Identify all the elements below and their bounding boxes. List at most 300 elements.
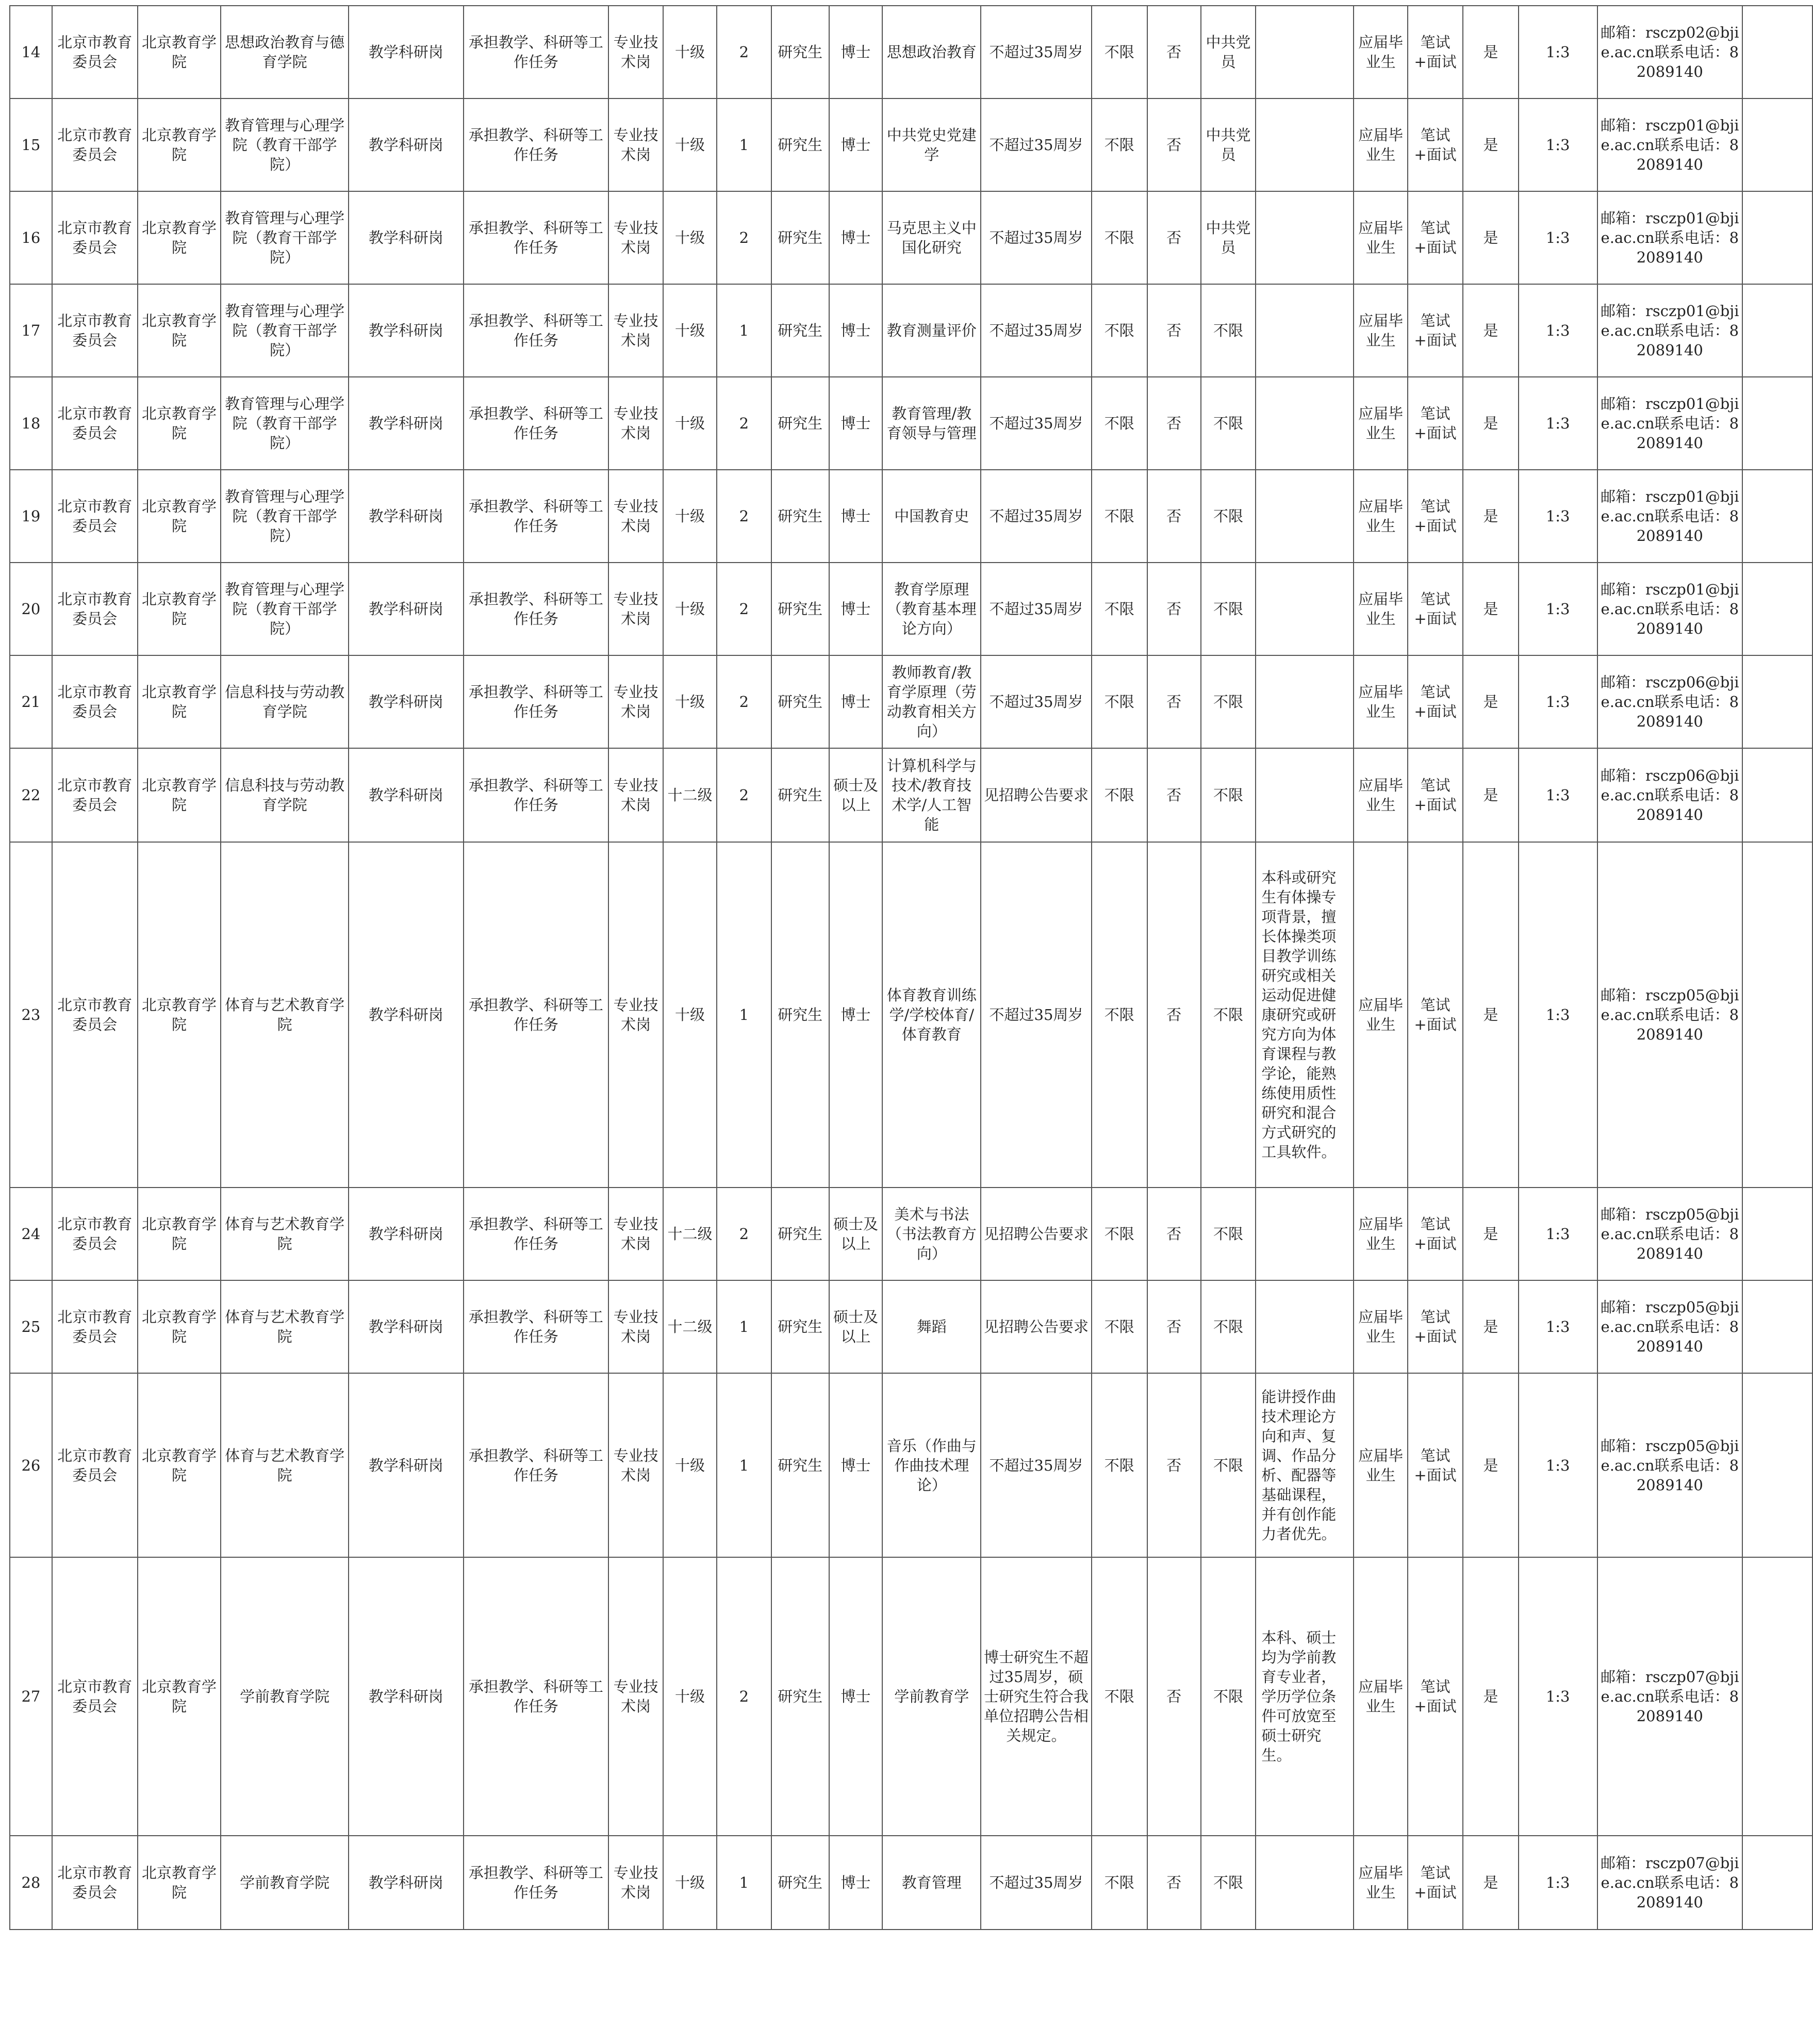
headcount-cell: 2	[717, 377, 771, 470]
other-requirements-cell	[1256, 284, 1354, 377]
experience-cell: 否	[1147, 191, 1201, 284]
separate-exam-cell: 是	[1463, 191, 1519, 284]
employer-cell: 北京教育学院	[138, 1188, 221, 1280]
remark-cell	[1742, 284, 1812, 377]
post-category-cell: 专业技术岗	[608, 655, 663, 748]
headcount-cell: 2	[717, 748, 771, 842]
education-cell: 研究生	[771, 748, 829, 842]
post-duty-cell: 承担教学、科研等工作任务	[464, 377, 609, 470]
major-cell: 体育教育训练学/学校体育/体育教育	[882, 842, 981, 1188]
post-duty-cell: 承担教学、科研等工作任务	[464, 6, 609, 98]
employer-cell: 北京教育学院	[138, 1557, 221, 1836]
row-number: 14	[10, 6, 52, 98]
remark-cell	[1742, 1373, 1812, 1557]
post-name-cell: 教学科研岗	[349, 563, 464, 655]
headcount-cell: 2	[717, 655, 771, 748]
post-name-cell: 教学科研岗	[349, 1280, 464, 1373]
headcount-cell: 2	[717, 470, 771, 563]
title-requirement-cell: 不限	[1092, 748, 1147, 842]
row-number: 21	[10, 655, 52, 748]
post-level-cell: 十级	[663, 284, 717, 377]
exam-method-cell: 笔试+面试	[1408, 191, 1463, 284]
degree-cell: 博士	[829, 377, 883, 470]
competent-department-cell: 北京市教育委员会	[52, 1188, 138, 1280]
title-requirement-cell: 不限	[1092, 98, 1147, 191]
row-number: 16	[10, 191, 52, 284]
post-category-cell: 专业技术岗	[608, 842, 663, 1188]
exam-method-cell: 笔试+面试	[1408, 748, 1463, 842]
political-status-cell: 不限	[1201, 842, 1256, 1188]
experience-cell: 否	[1147, 1373, 1201, 1557]
remark-cell	[1742, 1280, 1812, 1373]
major-cell: 教育管理	[882, 1836, 981, 1930]
education-cell: 研究生	[771, 1557, 829, 1836]
education-cell: 研究生	[771, 284, 829, 377]
major-cell: 舞蹈	[882, 1280, 981, 1373]
political-status-cell: 不限	[1201, 1836, 1256, 1930]
contact-cell: 邮箱：rsczp05@bjie.ac.cn联系电话：82089140	[1597, 1280, 1743, 1373]
row-number: 19	[10, 470, 52, 563]
degree-cell: 博士	[829, 1836, 883, 1930]
degree-cell: 博士	[829, 6, 883, 98]
table-row	[10, 6, 1812, 98]
experience-cell: 否	[1147, 470, 1201, 563]
education-cell: 研究生	[771, 6, 829, 98]
political-status-cell: 不限	[1201, 1188, 1256, 1280]
post-duty-cell: 承担教学、科研等工作任务	[464, 563, 609, 655]
remark-cell	[1742, 842, 1812, 1188]
college-cell: 思想政治教育与德育学院	[221, 6, 349, 98]
contact-cell: 邮箱：rsczp05@bjie.ac.cn联系电话：82089140	[1597, 1188, 1743, 1280]
major-cell: 马克思主义中国化研究	[882, 191, 981, 284]
age-requirement-cell: 不超过35周岁	[981, 1836, 1092, 1930]
other-requirements-cell	[1256, 655, 1354, 748]
experience-cell: 否	[1147, 1557, 1201, 1836]
title-requirement-cell: 不限	[1092, 563, 1147, 655]
contact-cell: 邮箱：rsczp07@bjie.ac.cn联系电话：82089140	[1597, 1557, 1743, 1836]
post-duty-cell: 承担教学、科研等工作任务	[464, 748, 609, 842]
other-requirements-cell	[1256, 470, 1354, 563]
post-category-cell: 专业技术岗	[608, 1373, 663, 1557]
title-requirement-cell: 不限	[1092, 377, 1147, 470]
education-cell: 研究生	[771, 98, 829, 191]
experience-cell: 否	[1147, 1280, 1201, 1373]
major-cell: 教育测量评价	[882, 284, 981, 377]
separate-exam-cell: 是	[1463, 1280, 1519, 1373]
education-cell: 研究生	[771, 655, 829, 748]
applicant-source-cell: 应届毕业生	[1354, 1836, 1408, 1930]
remark-cell	[1742, 1557, 1812, 1836]
remark-cell	[1742, 655, 1812, 748]
political-status-cell: 不限	[1201, 1280, 1256, 1373]
table-row	[10, 563, 1812, 655]
post-name-cell: 教学科研岗	[349, 6, 464, 98]
education-cell: 研究生	[771, 377, 829, 470]
ratio-cell: 1:3	[1519, 377, 1597, 470]
contact-cell: 邮箱：rsczp01@bjie.ac.cn联系电话：82089140	[1597, 98, 1743, 191]
contact-cell: 邮箱：rsczp01@bjie.ac.cn联系电话：82089140	[1597, 470, 1743, 563]
headcount-cell: 1	[717, 1373, 771, 1557]
college-cell: 教育管理与心理学院（教育干部学院）	[221, 563, 349, 655]
separate-exam-cell: 是	[1463, 1557, 1519, 1836]
major-cell: 中国教育史	[882, 470, 981, 563]
contact-cell: 邮箱：rsczp05@bjie.ac.cn联系电话：82089140	[1597, 842, 1743, 1188]
major-cell: 中共党史党建学	[882, 98, 981, 191]
separate-exam-cell: 是	[1463, 655, 1519, 748]
applicant-source-cell: 应届毕业生	[1354, 191, 1408, 284]
ratio-cell: 1:3	[1519, 191, 1597, 284]
college-cell: 教育管理与心理学院（教育干部学院）	[221, 377, 349, 470]
recruitment-table	[9, 5, 1813, 1930]
degree-cell: 博士	[829, 563, 883, 655]
competent-department-cell: 北京市教育委员会	[52, 1557, 138, 1836]
age-requirement-cell: 不超过35周岁	[981, 191, 1092, 284]
ratio-cell: 1:3	[1519, 655, 1597, 748]
remark-cell	[1742, 191, 1812, 284]
applicant-source-cell: 应届毕业生	[1354, 1280, 1408, 1373]
table-row	[10, 470, 1812, 563]
education-cell: 研究生	[771, 563, 829, 655]
post-category-cell: 专业技术岗	[608, 748, 663, 842]
political-status-cell: 不限	[1201, 655, 1256, 748]
major-cell: 计算机科学与技术/教育技术学/人工智能	[882, 748, 981, 842]
other-requirements-cell	[1256, 191, 1354, 284]
ratio-cell: 1:3	[1519, 748, 1597, 842]
row-number: 15	[10, 98, 52, 191]
degree-cell: 硕士及以上	[829, 1280, 883, 1373]
separate-exam-cell: 是	[1463, 1188, 1519, 1280]
degree-cell: 博士	[829, 842, 883, 1188]
post-category-cell: 专业技术岗	[608, 377, 663, 470]
exam-method-cell: 笔试+面试	[1408, 284, 1463, 377]
post-name-cell: 教学科研岗	[349, 1836, 464, 1930]
political-status-cell: 不限	[1201, 284, 1256, 377]
table-row	[10, 655, 1812, 748]
post-category-cell: 专业技术岗	[608, 1188, 663, 1280]
post-category-cell: 专业技术岗	[608, 1557, 663, 1836]
headcount-cell: 2	[717, 1188, 771, 1280]
other-requirements-cell: 本科或研究生有体操专项背景，擅长体操类项目教学训练研究或相关运动促进健康研究或研究方向为体育课程与教学论，能熟练使用质性研究和混合方式研究的工具软件。	[1256, 842, 1354, 1188]
other-requirements-cell	[1256, 98, 1354, 191]
degree-cell: 硕士及以上	[829, 1188, 883, 1280]
college-cell: 体育与艺术教育学院	[221, 1280, 349, 1373]
other-requirements-cell	[1256, 563, 1354, 655]
separate-exam-cell: 是	[1463, 1373, 1519, 1557]
post-level-cell: 十级	[663, 1836, 717, 1930]
title-requirement-cell: 不限	[1092, 1557, 1147, 1836]
other-requirements-cell: 本科、硕士均为学前教育专业者，学历学位条件可放宽至硕士研究生。	[1256, 1557, 1354, 1836]
remark-cell	[1742, 563, 1812, 655]
post-category-cell: 专业技术岗	[608, 191, 663, 284]
ratio-cell: 1:3	[1519, 1188, 1597, 1280]
experience-cell: 否	[1147, 1836, 1201, 1930]
exam-method-cell: 笔试+面试	[1408, 1188, 1463, 1280]
post-name-cell: 教学科研岗	[349, 1373, 464, 1557]
applicant-source-cell: 应届毕业生	[1354, 563, 1408, 655]
political-status-cell: 不限	[1201, 748, 1256, 842]
competent-department-cell: 北京市教育委员会	[52, 470, 138, 563]
post-level-cell: 十级	[663, 1557, 717, 1836]
separate-exam-cell: 是	[1463, 1836, 1519, 1930]
ratio-cell: 1:3	[1519, 1836, 1597, 1930]
political-status-cell: 不限	[1201, 377, 1256, 470]
ratio-cell: 1:3	[1519, 1557, 1597, 1836]
other-requirements-cell	[1256, 1188, 1354, 1280]
applicant-source-cell: 应届毕业生	[1354, 655, 1408, 748]
political-status-cell: 中共党员	[1201, 6, 1256, 98]
post-name-cell: 教学科研岗	[349, 1557, 464, 1836]
age-requirement-cell: 不超过35周岁	[981, 98, 1092, 191]
remark-cell	[1742, 6, 1812, 98]
applicant-source-cell: 应届毕业生	[1354, 470, 1408, 563]
major-cell: 教育管理/教育领导与管理	[882, 377, 981, 470]
post-category-cell: 专业技术岗	[608, 1836, 663, 1930]
row-number: 20	[10, 563, 52, 655]
post-duty-cell: 承担教学、科研等工作任务	[464, 1280, 609, 1373]
contact-cell: 邮箱：rsczp01@bjie.ac.cn联系电话：82089140	[1597, 284, 1743, 377]
political-status-cell: 不限	[1201, 563, 1256, 655]
headcount-cell: 1	[717, 98, 771, 191]
experience-cell: 否	[1147, 842, 1201, 1188]
ratio-cell: 1:3	[1519, 98, 1597, 191]
applicant-source-cell: 应届毕业生	[1354, 748, 1408, 842]
post-level-cell: 十二级	[663, 1280, 717, 1373]
row-number: 22	[10, 748, 52, 842]
contact-cell: 邮箱：rsczp07@bjie.ac.cn联系电话：82089140	[1597, 1836, 1743, 1930]
post-name-cell: 教学科研岗	[349, 98, 464, 191]
age-requirement-cell: 不超过35周岁	[981, 1373, 1092, 1557]
post-level-cell: 十级	[663, 98, 717, 191]
row-number: 23	[10, 842, 52, 1188]
post-duty-cell: 承担教学、科研等工作任务	[464, 98, 609, 191]
college-cell: 学前教育学院	[221, 1557, 349, 1836]
post-level-cell: 十级	[663, 1373, 717, 1557]
age-requirement-cell: 博士研究生不超过35周岁，硕士研究生符合我单位招聘公告相关规定。	[981, 1557, 1092, 1836]
education-cell: 研究生	[771, 1280, 829, 1373]
post-name-cell: 教学科研岗	[349, 1188, 464, 1280]
row-number: 25	[10, 1280, 52, 1373]
competent-department-cell: 北京市教育委员会	[52, 377, 138, 470]
college-cell: 信息科技与劳动教育学院	[221, 748, 349, 842]
applicant-source-cell: 应届毕业生	[1354, 98, 1408, 191]
remark-cell	[1742, 470, 1812, 563]
employer-cell: 北京教育学院	[138, 1836, 221, 1930]
ratio-cell: 1:3	[1519, 284, 1597, 377]
major-cell: 美术与书法（书法教育方向）	[882, 1188, 981, 1280]
experience-cell: 否	[1147, 1188, 1201, 1280]
row-number: 18	[10, 377, 52, 470]
contact-cell: 邮箱：rsczp05@bjie.ac.cn联系电话：82089140	[1597, 1373, 1743, 1557]
experience-cell: 否	[1147, 284, 1201, 377]
employer-cell: 北京教育学院	[138, 6, 221, 98]
table-body	[10, 6, 1812, 1930]
applicant-source-cell: 应届毕业生	[1354, 1188, 1408, 1280]
exam-method-cell: 笔试+面试	[1408, 655, 1463, 748]
degree-cell: 硕士及以上	[829, 748, 883, 842]
headcount-cell: 1	[717, 284, 771, 377]
competent-department-cell: 北京市教育委员会	[52, 98, 138, 191]
post-name-cell: 教学科研岗	[349, 470, 464, 563]
employer-cell: 北京教育学院	[138, 563, 221, 655]
competent-department-cell: 北京市教育委员会	[52, 842, 138, 1188]
post-name-cell: 教学科研岗	[349, 191, 464, 284]
ratio-cell: 1:3	[1519, 6, 1597, 98]
table-row	[10, 1280, 1812, 1373]
college-cell: 体育与艺术教育学院	[221, 1188, 349, 1280]
exam-method-cell: 笔试+面试	[1408, 470, 1463, 563]
college-cell: 教育管理与心理学院（教育干部学院）	[221, 98, 349, 191]
political-status-cell: 中共党员	[1201, 191, 1256, 284]
exam-method-cell: 笔试+面试	[1408, 1557, 1463, 1836]
competent-department-cell: 北京市教育委员会	[52, 563, 138, 655]
major-cell: 教师教育/教育学原理（劳动教育相关方向）	[882, 655, 981, 748]
degree-cell: 博士	[829, 655, 883, 748]
employer-cell: 北京教育学院	[138, 1280, 221, 1373]
employer-cell: 北京教育学院	[138, 470, 221, 563]
experience-cell: 否	[1147, 377, 1201, 470]
degree-cell: 博士	[829, 191, 883, 284]
post-duty-cell: 承担教学、科研等工作任务	[464, 1836, 609, 1930]
applicant-source-cell: 应届毕业生	[1354, 842, 1408, 1188]
other-requirements-cell	[1256, 748, 1354, 842]
other-requirements-cell	[1256, 1836, 1354, 1930]
applicant-source-cell: 应届毕业生	[1354, 284, 1408, 377]
college-cell: 信息科技与劳动教育学院	[221, 655, 349, 748]
employer-cell: 北京教育学院	[138, 377, 221, 470]
post-category-cell: 专业技术岗	[608, 470, 663, 563]
other-requirements-cell	[1256, 377, 1354, 470]
post-duty-cell: 承担教学、科研等工作任务	[464, 1557, 609, 1836]
age-requirement-cell: 不超过35周岁	[981, 6, 1092, 98]
post-duty-cell: 承担教学、科研等工作任务	[464, 842, 609, 1188]
major-cell: 思想政治教育	[882, 6, 981, 98]
exam-method-cell: 笔试+面试	[1408, 6, 1463, 98]
college-cell: 体育与艺术教育学院	[221, 1373, 349, 1557]
applicant-source-cell: 应届毕业生	[1354, 6, 1408, 98]
headcount-cell: 1	[717, 1280, 771, 1373]
table-row	[10, 98, 1812, 191]
college-cell: 教育管理与心理学院（教育干部学院）	[221, 470, 349, 563]
age-requirement-cell: 不超过35周岁	[981, 842, 1092, 1188]
other-requirements-cell	[1256, 1280, 1354, 1373]
table-row	[10, 748, 1812, 842]
post-level-cell: 十级	[663, 377, 717, 470]
post-name-cell: 教学科研岗	[349, 377, 464, 470]
exam-method-cell: 笔试+面试	[1408, 98, 1463, 191]
education-cell: 研究生	[771, 842, 829, 1188]
post-duty-cell: 承担教学、科研等工作任务	[464, 1373, 609, 1557]
degree-cell: 博士	[829, 470, 883, 563]
post-name-cell: 教学科研岗	[349, 284, 464, 377]
post-level-cell: 十级	[663, 842, 717, 1188]
ratio-cell: 1:3	[1519, 563, 1597, 655]
title-requirement-cell: 不限	[1092, 470, 1147, 563]
post-category-cell: 专业技术岗	[608, 563, 663, 655]
headcount-cell: 1	[717, 1836, 771, 1930]
post-name-cell: 教学科研岗	[349, 842, 464, 1188]
row-number: 28	[10, 1836, 52, 1930]
major-cell: 音乐（作曲与作曲技术理论）	[882, 1373, 981, 1557]
post-duty-cell: 承担教学、科研等工作任务	[464, 470, 609, 563]
post-level-cell: 十级	[663, 6, 717, 98]
applicant-source-cell: 应届毕业生	[1354, 377, 1408, 470]
remark-cell	[1742, 1188, 1812, 1280]
table-row	[10, 1188, 1812, 1280]
post-name-cell: 教学科研岗	[349, 655, 464, 748]
education-cell: 研究生	[771, 1188, 829, 1280]
title-requirement-cell: 不限	[1092, 1836, 1147, 1930]
post-level-cell: 十级	[663, 470, 717, 563]
experience-cell: 否	[1147, 563, 1201, 655]
education-cell: 研究生	[771, 1836, 829, 1930]
post-duty-cell: 承担教学、科研等工作任务	[464, 655, 609, 748]
post-level-cell: 十二级	[663, 748, 717, 842]
experience-cell: 否	[1147, 655, 1201, 748]
major-cell: 教育学原理（教育基本理论方向）	[882, 563, 981, 655]
row-number: 26	[10, 1373, 52, 1557]
table-row	[10, 1836, 1812, 1930]
employer-cell: 北京教育学院	[138, 748, 221, 842]
contact-cell: 邮箱：rsczp06@bjie.ac.cn联系电话：82089140	[1597, 655, 1743, 748]
post-category-cell: 专业技术岗	[608, 6, 663, 98]
college-cell: 学前教育学院	[221, 1836, 349, 1930]
other-requirements-cell: 能讲授作曲技术理论方向和声、复调、作品分析、配器等基础课程，并有创作能力者优先。	[1256, 1373, 1354, 1557]
experience-cell: 否	[1147, 748, 1201, 842]
political-status-cell: 不限	[1201, 1557, 1256, 1836]
headcount-cell: 1	[717, 842, 771, 1188]
title-requirement-cell: 不限	[1092, 1373, 1147, 1557]
table-row	[10, 1557, 1812, 1836]
title-requirement-cell: 不限	[1092, 284, 1147, 377]
table-row	[10, 191, 1812, 284]
age-requirement-cell: 不超过35周岁	[981, 377, 1092, 470]
post-category-cell: 专业技术岗	[608, 284, 663, 377]
remark-cell	[1742, 98, 1812, 191]
title-requirement-cell: 不限	[1092, 191, 1147, 284]
contact-cell: 邮箱：rsczp02@bjie.ac.cn联系电话：82089140	[1597, 6, 1743, 98]
experience-cell: 否	[1147, 98, 1201, 191]
table-row	[10, 284, 1812, 377]
table-row	[10, 842, 1812, 1188]
headcount-cell: 2	[717, 6, 771, 98]
ratio-cell: 1:3	[1519, 1280, 1597, 1373]
exam-method-cell: 笔试+面试	[1408, 1373, 1463, 1557]
post-level-cell: 十级	[663, 191, 717, 284]
degree-cell: 博士	[829, 98, 883, 191]
employer-cell: 北京教育学院	[138, 842, 221, 1188]
title-requirement-cell: 不限	[1092, 1188, 1147, 1280]
competent-department-cell: 北京市教育委员会	[52, 6, 138, 98]
ratio-cell: 1:3	[1519, 1373, 1597, 1557]
age-requirement-cell: 不超过35周岁	[981, 470, 1092, 563]
age-requirement-cell: 不超过35周岁	[981, 284, 1092, 377]
separate-exam-cell: 是	[1463, 377, 1519, 470]
remark-cell	[1742, 748, 1812, 842]
contact-cell: 邮箱：rsczp01@bjie.ac.cn联系电话：82089140	[1597, 377, 1743, 470]
college-cell: 教育管理与心理学院（教育干部学院）	[221, 191, 349, 284]
competent-department-cell: 北京市教育委员会	[52, 748, 138, 842]
applicant-source-cell: 应届毕业生	[1354, 1557, 1408, 1836]
age-requirement-cell: 不超过35周岁	[981, 655, 1092, 748]
post-name-cell: 教学科研岗	[349, 748, 464, 842]
post-duty-cell: 承担教学、科研等工作任务	[464, 191, 609, 284]
separate-exam-cell: 是	[1463, 563, 1519, 655]
age-requirement-cell: 见招聘公告要求	[981, 1280, 1092, 1373]
contact-cell: 邮箱：rsczp06@bjie.ac.cn联系电话：82089140	[1597, 748, 1743, 842]
remark-cell	[1742, 377, 1812, 470]
post-duty-cell: 承担教学、科研等工作任务	[464, 284, 609, 377]
headcount-cell: 2	[717, 191, 771, 284]
